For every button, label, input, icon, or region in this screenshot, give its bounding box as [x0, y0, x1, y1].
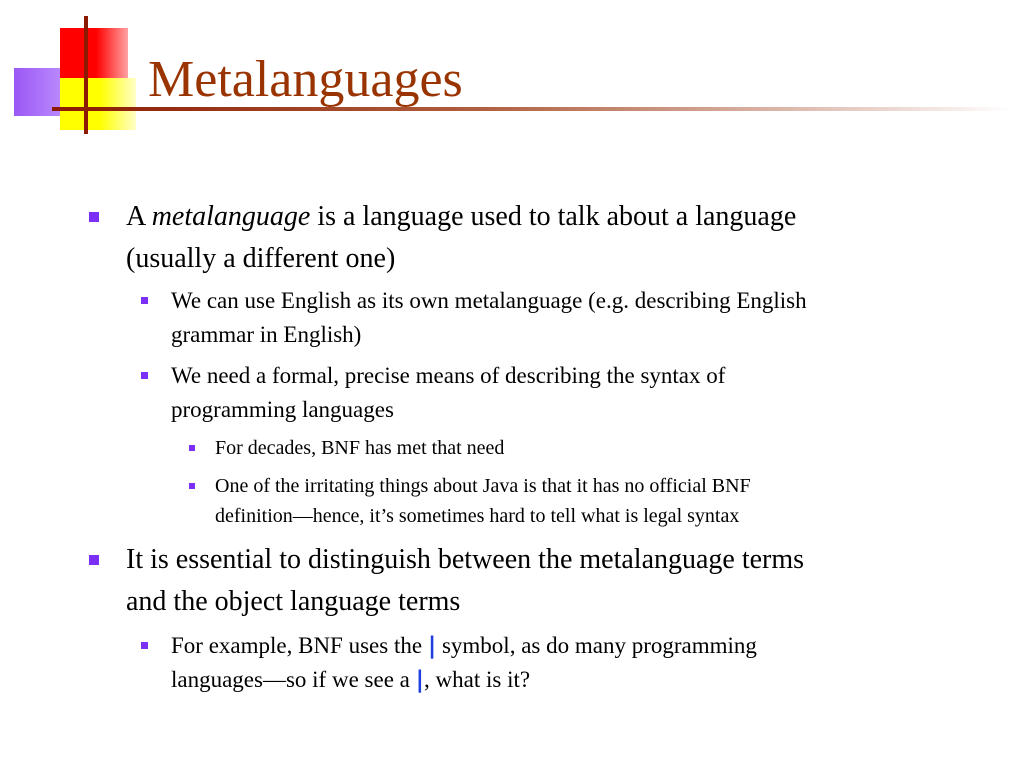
square-bullet-icon — [189, 483, 195, 489]
bullet-text-continued: grammar in English) — [171, 322, 362, 347]
bullet-text: We can use English as its own metalanguage (e.g. describing English — [171, 288, 807, 313]
bullet-text-continued: , what is it? — [424, 667, 531, 692]
bullet-text-emphasis: metalanguage — [151, 201, 311, 232]
square-bullet-icon — [89, 212, 99, 222]
bullet-level3 — [215, 471, 975, 531]
bullet-text: symbol, as do many programming — [436, 633, 757, 658]
bullet-text-continued: (usually a different one) — [126, 243, 396, 274]
bullet-text: is a language used to talk about a language — [310, 201, 797, 232]
bullet-level1 — [126, 539, 976, 623]
pipe-symbol: | — [415, 667, 425, 693]
bullet-text-prefix: A — [126, 201, 152, 232]
square-bullet-icon — [141, 642, 148, 649]
bullet-text-continued: languages—so if we see a — [171, 667, 416, 692]
bullet-text-continued: definition—hence, it’s sometimes hard to tell what is legal syntax — [215, 505, 740, 527]
bullet-level3 — [215, 433, 975, 463]
bullet-level1 — [126, 196, 976, 280]
bullet-level2 — [171, 284, 971, 352]
bullet-text-continued: programming languages — [171, 397, 394, 422]
square-bullet-icon — [141, 297, 148, 304]
square-bullet-icon — [141, 372, 148, 379]
square-bullet-icon — [89, 555, 99, 565]
bullet-text: We need a formal, precise means of describing the syntax of — [171, 363, 726, 388]
slide-logo-decoration — [0, 0, 140, 140]
bullet-text: One of the irritating things about Java is that it has no official BNF — [215, 475, 751, 497]
bullet-text: For decades, BNF has met that need — [215, 437, 505, 459]
bullet-text-continued: and the object language terms — [126, 586, 461, 617]
yellow-square-fade — [100, 78, 136, 130]
bullet-level2 — [171, 629, 971, 697]
square-bullet-icon — [189, 445, 195, 451]
bullet-level2 — [171, 359, 971, 427]
bullet-text: For example, BNF uses the — [171, 633, 428, 658]
pipe-symbol: | — [427, 633, 437, 659]
bullet-text: It is essential to distinguish between the metalanguage terms — [126, 544, 805, 575]
vertical-rule — [84, 16, 88, 134]
slide-title: Metalanguages — [148, 51, 463, 108]
